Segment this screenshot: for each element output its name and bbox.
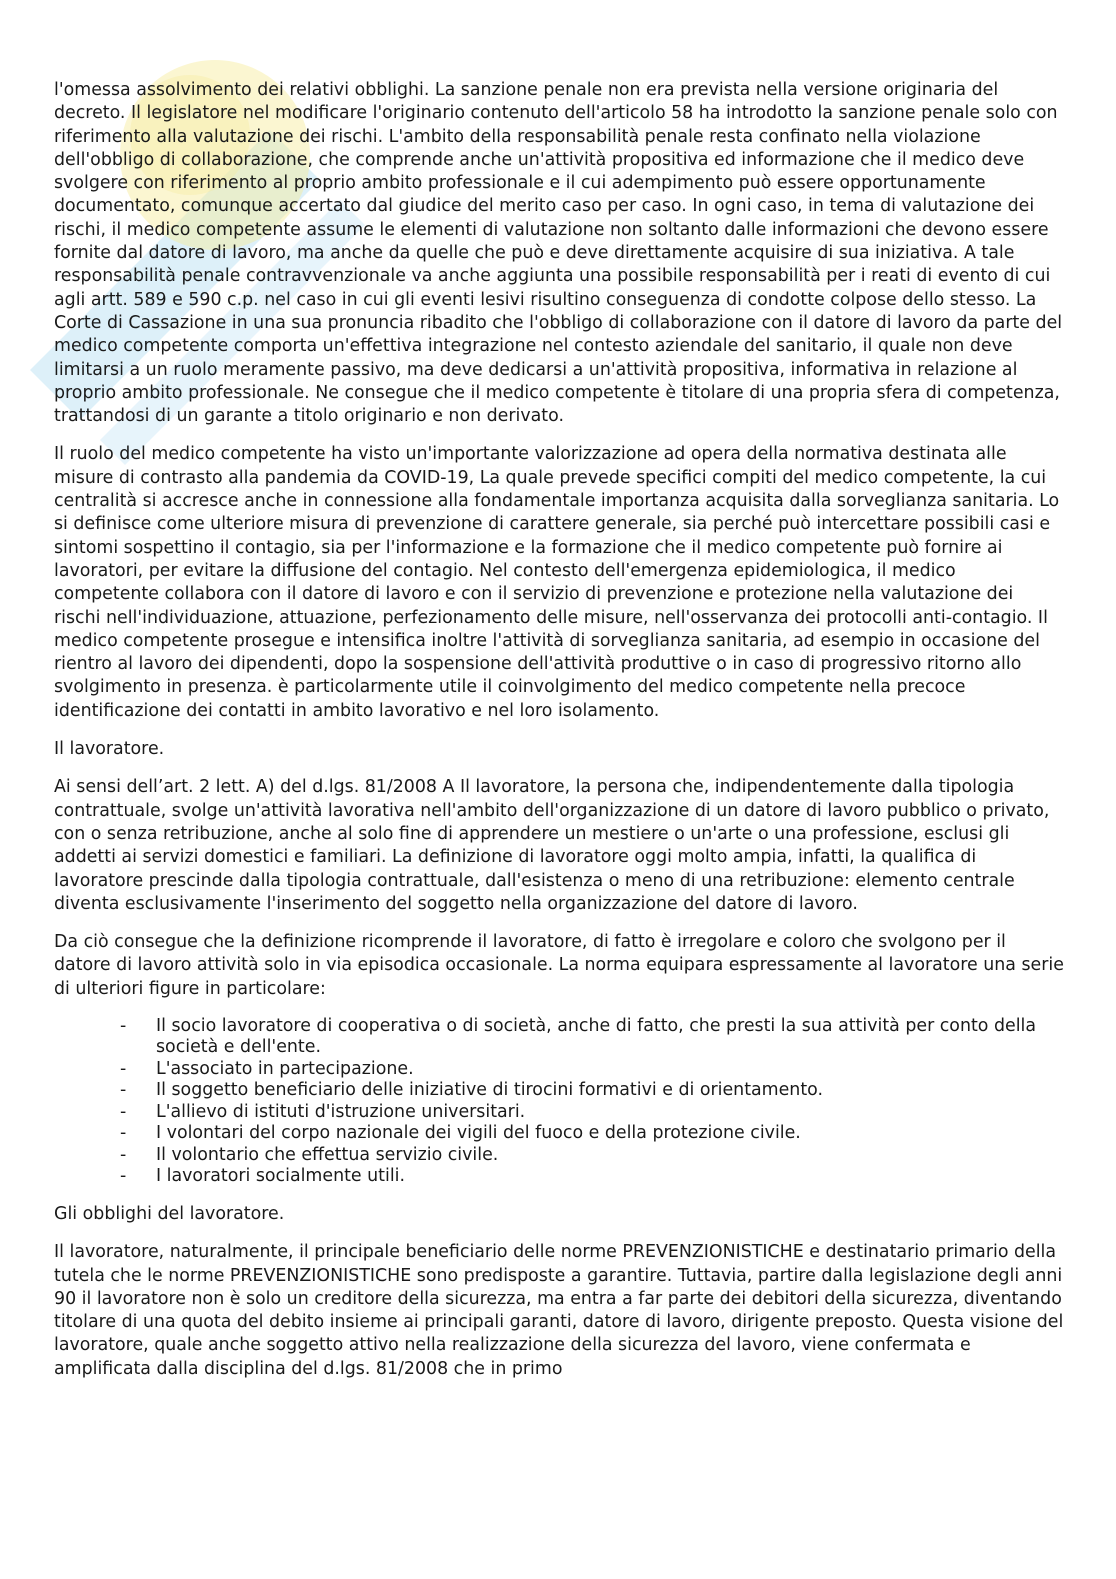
paragraph-medico-responsabilita: l'omessa assolvimento dei relativi obblighi. La sanzione penale non era prevista nella versione originaria del decreto. Il legislatore nel modificare l'originario contenuto dell'articolo 58 ha introdotto la sanzione penale solo con riferimento alla valutazione dei rischi. L'ambito della responsabilità penale resta confinato nella violazione dell'obbligo di collaborazione, che comprende anche un'attività propositiva ed informazione che il medico deve svolgere con riferimento al proprio ambito professionale e il cui adempimento può essere opportunamente documentato, comunque accertato dal giudice del merito caso per caso. In ogni caso, in tema di valutazione dei rischi, il medico competente assume le elementi di valutazione non soltanto dalle informazioni che devono essere fornite dal datore di lavoro, ma anche da quelle che può e deve direttamente acquisire di sua iniziativa. A tale responsabilità penale contravvenzionale va anche aggiunta una possibile responsabilità per i reati di evento di cui agli artt. 589 e 590 c.p. nel caso in cui gli eventi lesivi risultino conseguenza di condotte colpose dello stesso. La Corte di Cassazione in una sua pronuncia ribadito che l'obbligo di collaborazione con il datore di lavoro da parte del medico competente comporta un'effettiva integrazione nel contesto aziendale del sanitario, il quale non deve limitarsi a un ruolo meramente passivo, ma deve dedicarsi a un'attività propositiva, informativa in relazione al proprio ambito professionale. Ne consegue che il medico competente è titolare di una propria sfera di competenza, trattandosi di un garante a titolo originario e non derivato. <box>54 80 1063 427</box>
bullet-list-figure <box>54 1016 1064 1188</box>
list-item <box>54 1166 1064 1188</box>
list-item <box>54 1016 1064 1059</box>
list-item-text: Il volontario che effettua servizio civile. <box>156 1144 499 1165</box>
bullet-dash: - <box>120 1058 127 1079</box>
section-heading-lavoratore: Il lavoratore. <box>54 739 165 760</box>
list-item-text: I lavoratori socialmente utili. <box>156 1166 406 1187</box>
list-item <box>54 1080 1064 1102</box>
list-item-text: L'associato in partecipazione. <box>156 1058 414 1079</box>
bullet-dash: - <box>120 1080 127 1101</box>
list-item-text: Il soggetto beneficiario delle iniziative di tirocini formativi e di orientamento. <box>156 1080 824 1101</box>
paragraph-obblighi-lavoratore: Il lavoratore, naturalmente, il principale beneficiario delle norme PREVENZIONISTICHE e destinatario primario della tutela che le norme PREVENZIONISTICHE sono predisposte a garantire. Tuttavia, partire dalla legislazione degli anni 90 il lavoratore non è solo un creditore della sicurezza, ma entra a far parte dei debitori della sicurezza, diventando titolare di una quota del debito insieme ai principali garanti, datore di lavoro, dirigente preposto. Questa visione del lavoratore, quale anche soggetto attivo nella realizzazione della sicurezza del lavoro, viene confermata e amplificata dalla disciplina del d.lgs. 81/2008 che in primo <box>54 1242 1064 1379</box>
list-item <box>54 1059 1064 1081</box>
paragraph-medico-covid: Il ruolo del medico competente ha visto un'importante valorizzazione ad opera della normativa destinata alle misure di contrasto alla pandemia da COVID-19, La quale prevede specifici compiti del medico competente, la cui centralità si accresce anche in connessione alla fondamentale importanza acquisita dalla sorveglianza sanitaria. Lo si definisce come ulteriore misura di prevenzione di carattere generale, sia perché può intercettare possibili casi e sintomi sospettino il contagio, sia per l'informazione e la formazione che il medico competente può fornire ai lavoratori, per evitare la diffusione del contagio. Nel contesto dell'emergenza epidemiologica, il medico competente collabora con il datore di lavoro e con il servizio di prevenzione e protezione nella valutazione dei rischi nell'individuazione, attuazione, perfezionamento delle misure, nell'osservanza dei protocolli anti-contagio. Il medico competente prosegue e intensifica inoltre l'attività di sorveglianza sanitaria, ad esempio in occasione del rientro al lavoro dei dipendenti, dopo la sospensione dell'attività produttive o in caso di progressivo ritorno allo svolgimento in presenza. è particolarmente utile il coinvolgimento del medico competente nella precoce identificazione dei contatti in ambito lavorativo e nel loro isolamento. <box>54 444 1060 721</box>
bullet-dash: - <box>120 1166 127 1187</box>
list-item <box>54 1145 1064 1167</box>
paragraph-figure-equiparate: Da ciò consegue che la definizione ricomprende il lavoratore, di fatto è irregolare e coloro che svolgono per il datore di lavoro attività solo in via episodica occasionale. La norma equipara espressamente al lavoratore una serie di ulteriori figure in particolare: <box>54 932 1064 999</box>
list-item-text: L'allievo di istituti d'istruzione universitari. <box>156 1101 526 1122</box>
document-page <box>54 79 1064 1396</box>
bullet-dash: - <box>120 1015 127 1036</box>
bullet-dash: - <box>120 1101 127 1122</box>
list-item <box>54 1123 1064 1145</box>
list-item-text: I volontari del corpo nazionale dei vigili del fuoco e della protezione civile. <box>156 1123 801 1144</box>
section-heading-obblighi: Gli obblighi del lavoratore. <box>54 1203 285 1224</box>
list-item-text: Il socio lavoratore di cooperativa o di società, anche di fatto, che presti la sua attività per conto della società e dell'ente. <box>156 1015 1037 1058</box>
paragraph-definizione-lavoratore: Ai sensi dell’art. 2 lett. A) del d.lgs. 81/2008 A Il lavoratore, la persona che, indipendentemente dalla tipologia contrattuale, svolge un'attività lavorativa nell'ambito dell'organizzazione di un datore di lavoro pubblico o privato, con o senza retribuzione, anche al solo fine di apprendere un mestiere o un'arte o una professione, esclusi gli addetti ai servizi domestici e familiari. La definizione di lavoratore oggi molto ampia, infatti, la qualifica di lavoratore prescinde dalla tipologia contrattuale, dall'esistenza o meno di una retribuzione: elemento centrale diventa esclusivamente l'inserimento del soggetto nella organizzazione del datore di lavoro. <box>54 777 1050 914</box>
bullet-dash: - <box>120 1144 127 1165</box>
list-item <box>54 1102 1064 1124</box>
bullet-dash: - <box>120 1123 127 1144</box>
